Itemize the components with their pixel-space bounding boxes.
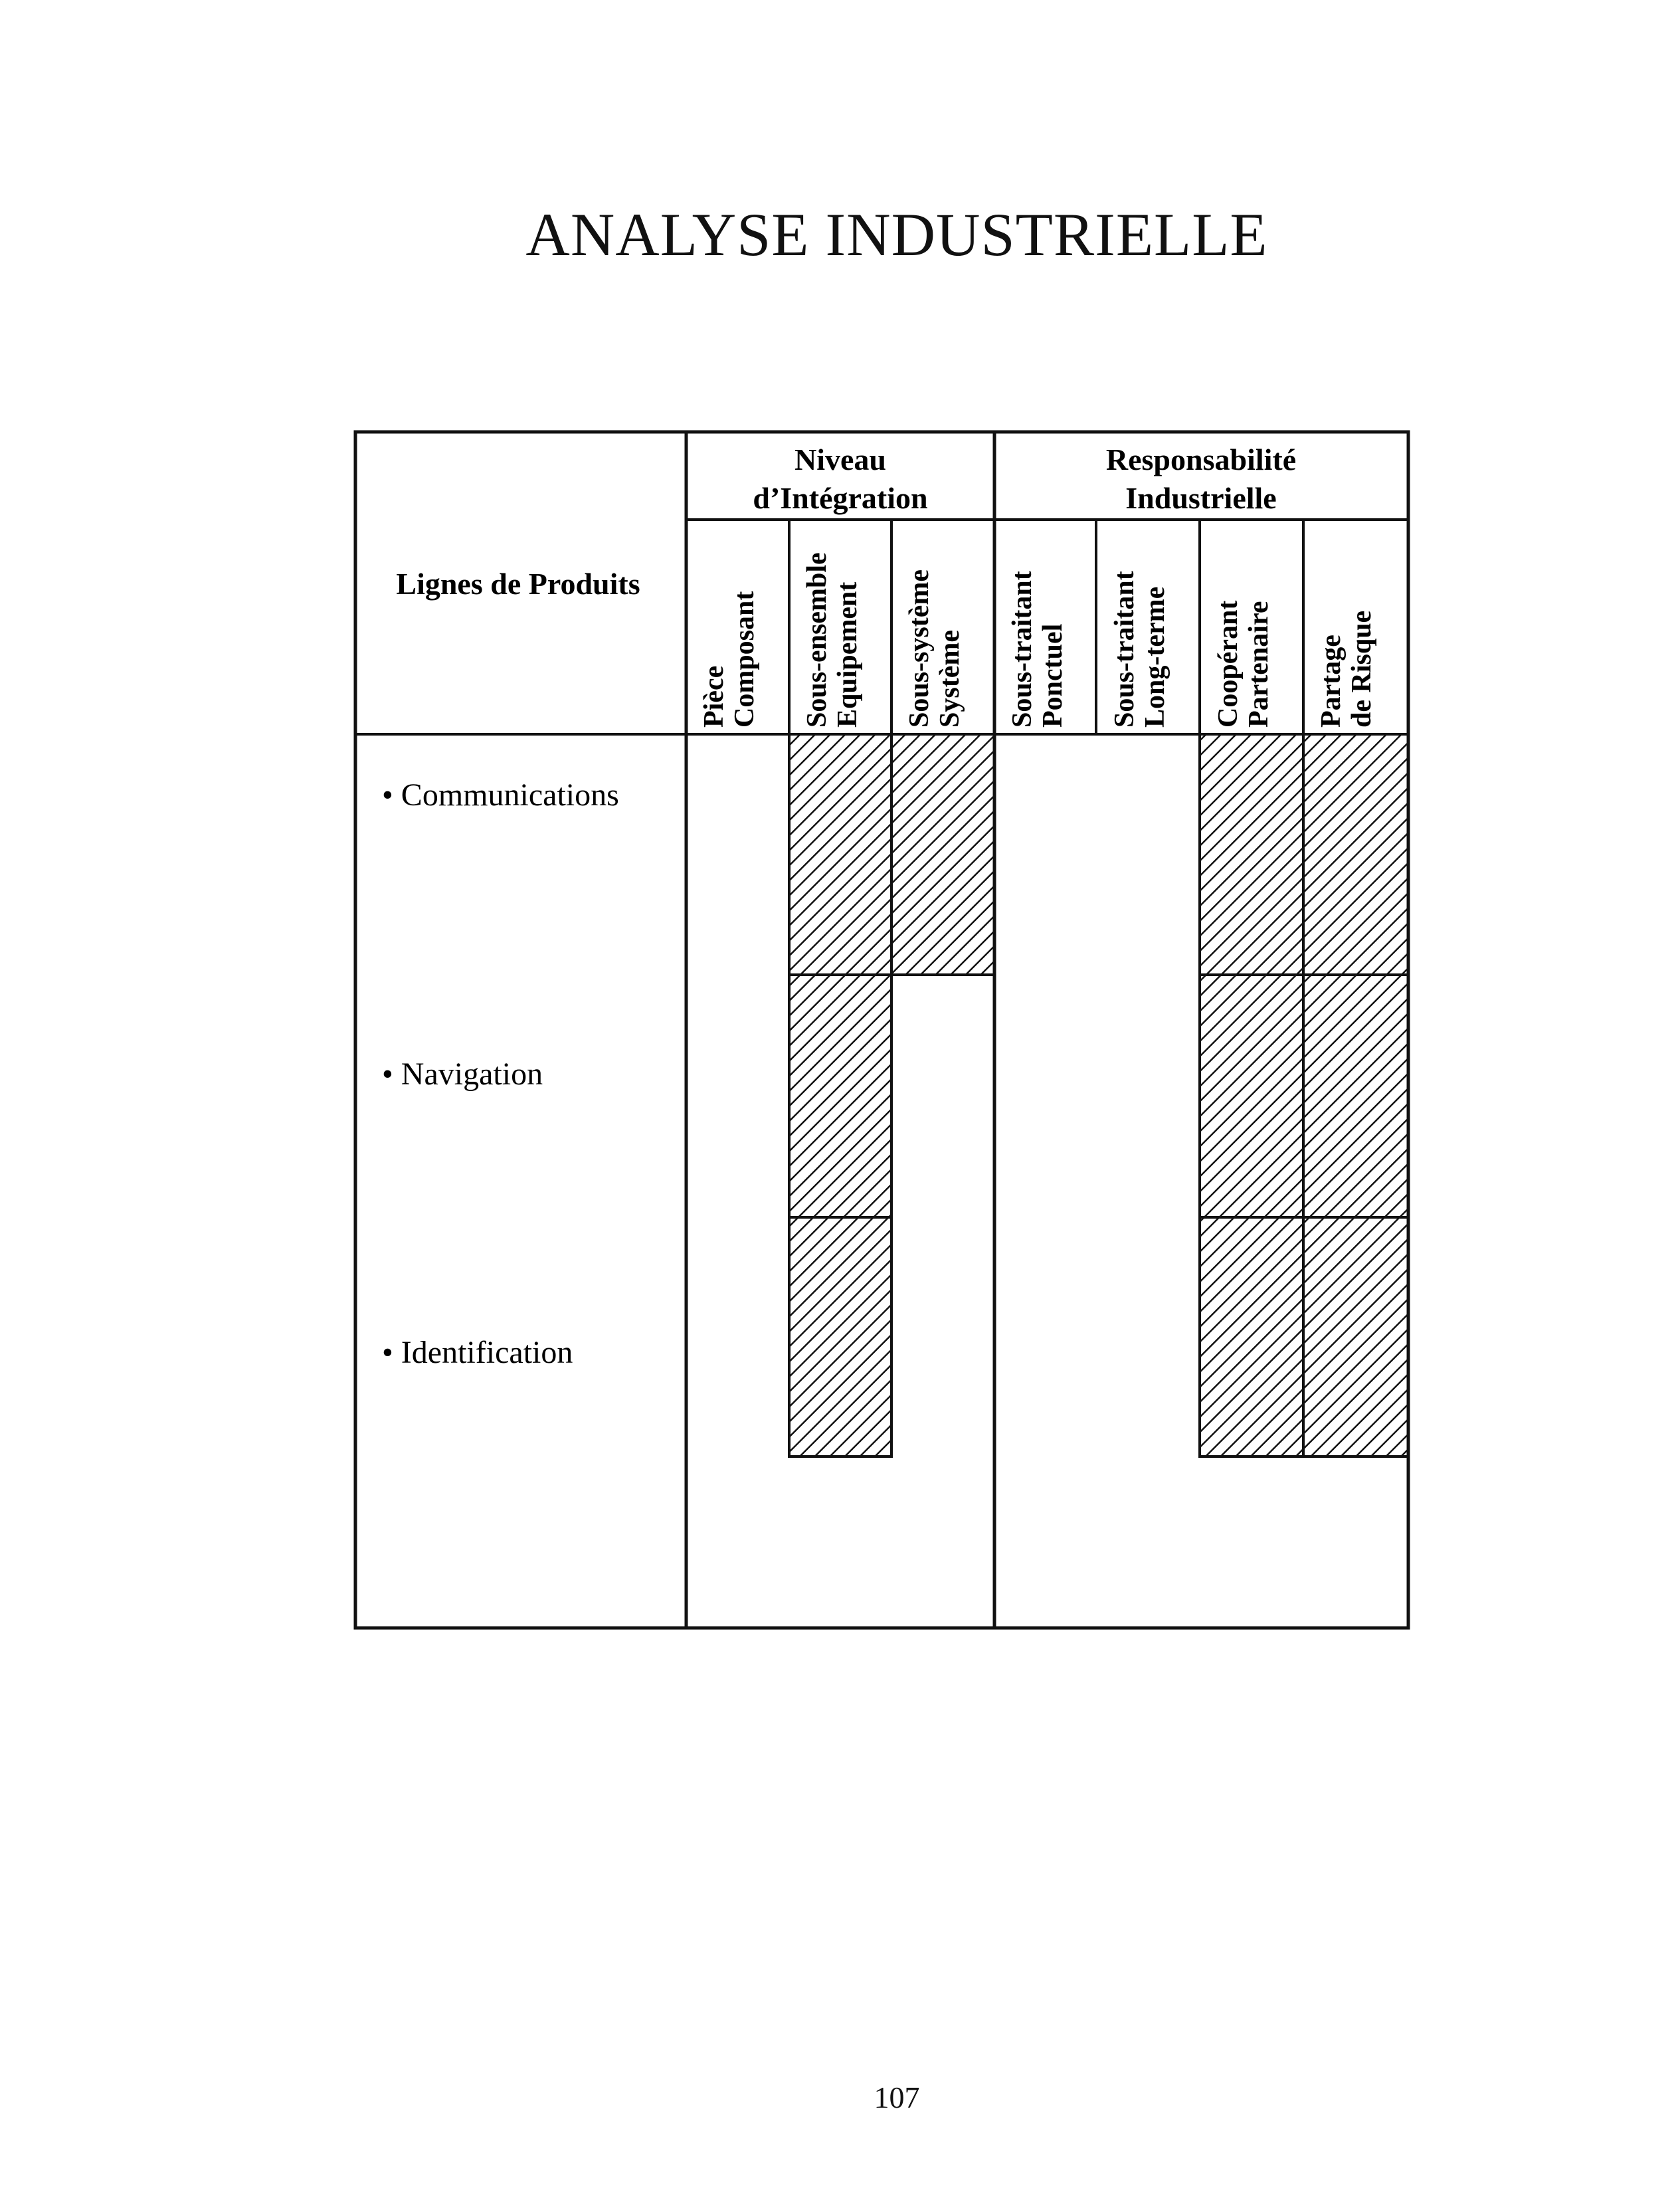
hatched-cell — [789, 734, 891, 975]
column-header-sous-ensemble — [802, 552, 863, 728]
column-header-line: Ponctuel — [1038, 623, 1068, 728]
group-header-line: Responsabilité — [1105, 443, 1297, 476]
row-header: Lignes de Produits — [396, 567, 640, 601]
page-title: ANALYSE INDUSTRIELLE — [525, 201, 1268, 268]
column-header-piece-composant — [699, 591, 760, 728]
hatched-cell — [1200, 734, 1303, 975]
group-header-line: Industrielle — [1125, 481, 1277, 515]
page-number: 107 — [874, 2080, 920, 2114]
hatched-cells — [789, 734, 1408, 1457]
hatched-cell — [1303, 1217, 1408, 1457]
column-header-line: Long-terme — [1140, 586, 1170, 728]
row-label-identification: • Identification — [382, 1335, 573, 1370]
group-header-integration — [753, 443, 927, 515]
column-header-line: Sous-système — [904, 569, 935, 728]
group-header-line: d’Intégration — [753, 481, 928, 515]
column-header-sous-traitant-long-terme — [1109, 571, 1170, 728]
hatched-cell — [1303, 734, 1408, 975]
column-header-line: Sous-traitant — [1109, 571, 1140, 728]
group-header-line: Niveau — [794, 443, 886, 476]
hatched-cell — [1303, 975, 1408, 1217]
row-label-navigation: • Navigation — [382, 1056, 543, 1092]
column-header-sous-systeme — [904, 569, 965, 728]
column-header-line: Système — [935, 630, 965, 728]
group-header-responsibility — [1106, 443, 1296, 515]
column-header-line: Partenaire — [1244, 601, 1274, 728]
hatched-cell — [1200, 1217, 1303, 1457]
column-header-partage-risque — [1316, 611, 1377, 728]
row-label-communications: • Communications — [382, 777, 619, 813]
column-header-line: Partage — [1316, 635, 1347, 728]
column-header-sous-traitant-ponctuel — [1007, 571, 1068, 728]
column-header-line: Sous-ensemble — [802, 552, 832, 728]
column-header-line: Coopérant — [1213, 600, 1244, 728]
hatched-cell — [789, 1217, 891, 1457]
hatched-cell — [789, 975, 891, 1217]
column-header-line: Equipement — [832, 581, 863, 728]
hatched-cell — [1200, 975, 1303, 1217]
hatched-cell — [891, 734, 994, 975]
column-header-line: Sous-traitant — [1007, 571, 1038, 728]
column-header-cooperant-partenaire — [1213, 601, 1274, 728]
column-header-line: Composant — [729, 591, 760, 728]
column-header-line: Pièce — [699, 665, 729, 728]
column-header-line: de Risque — [1347, 610, 1377, 728]
